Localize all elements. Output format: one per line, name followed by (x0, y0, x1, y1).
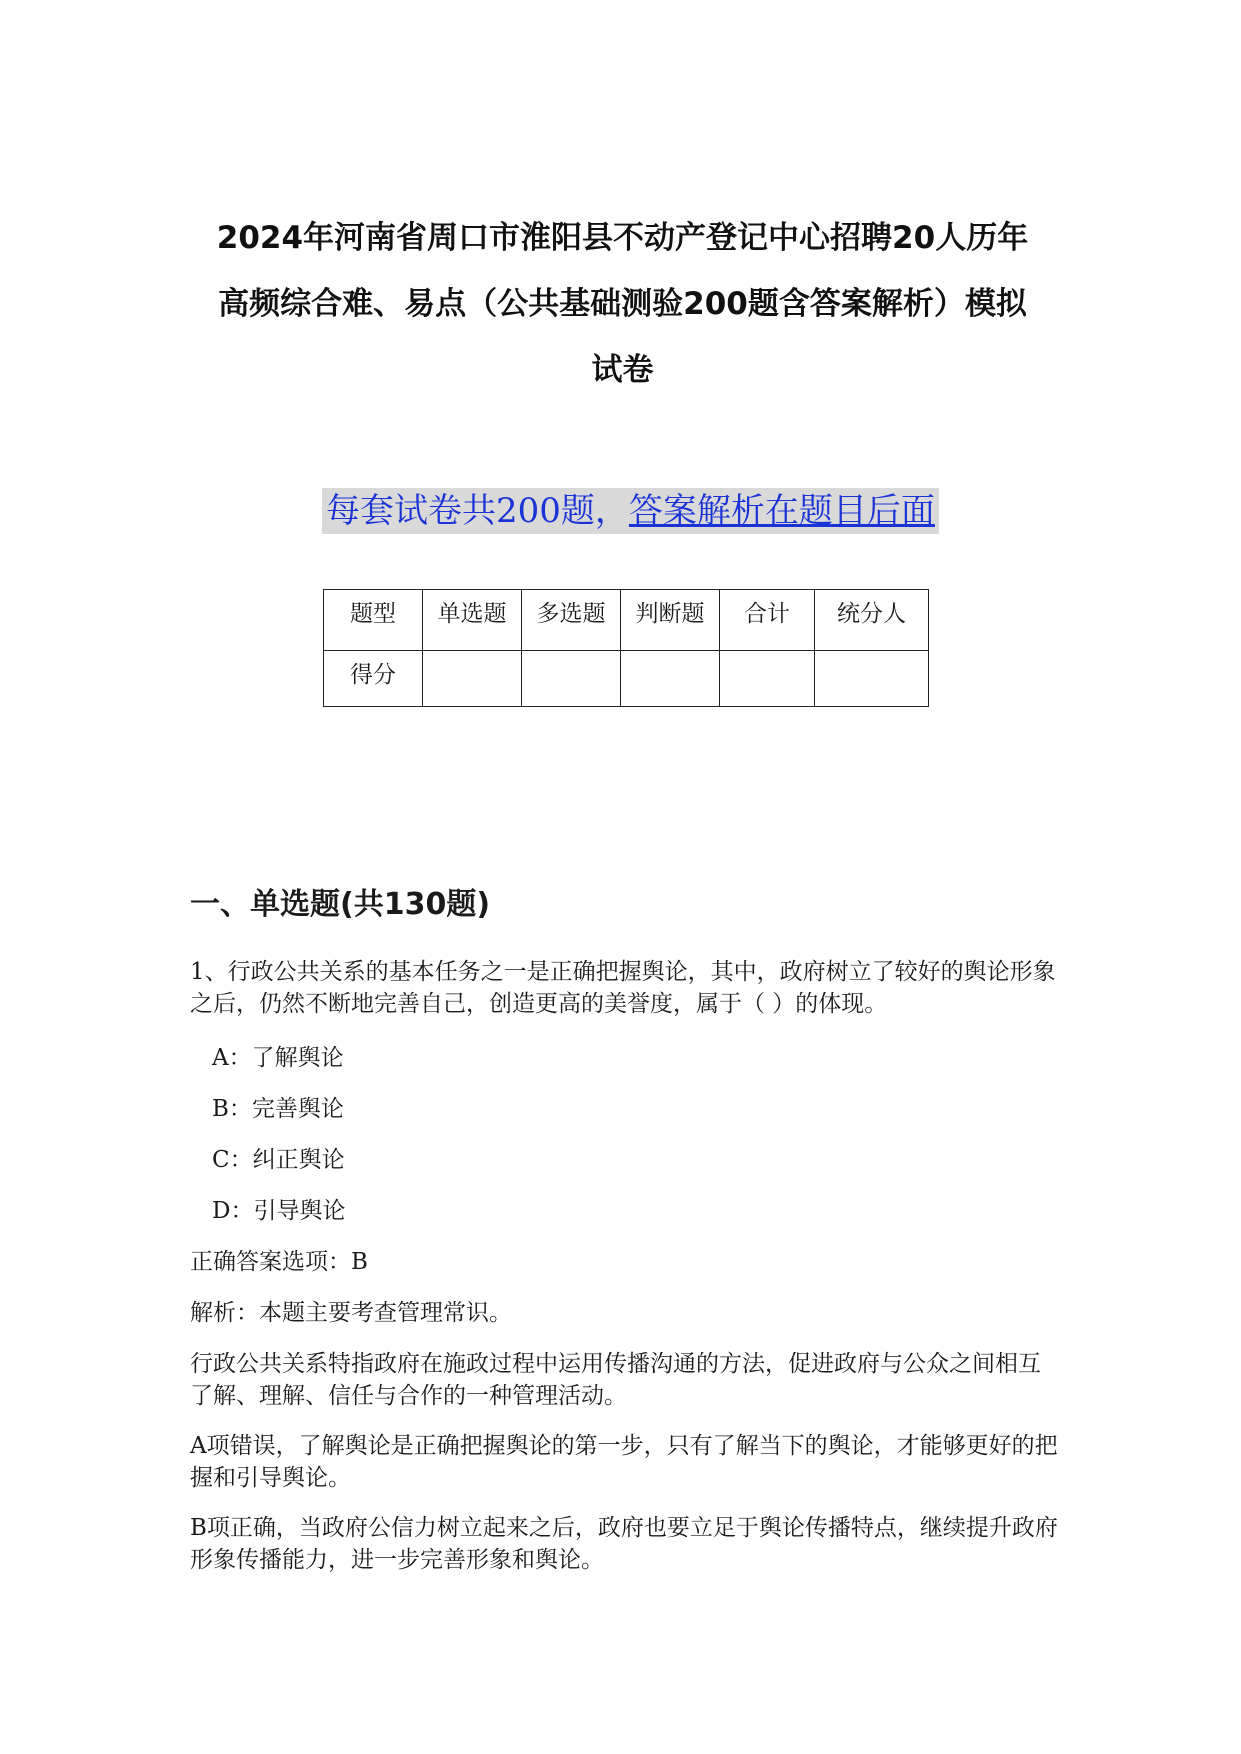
option-b: B：完善舆论 (212, 1096, 344, 1122)
score-cell-multi (522, 651, 621, 707)
header-cell-scorer: 统分人 (815, 590, 929, 651)
section-heading: 一、单选题(共130题) (190, 887, 491, 922)
score-row-label: 得分 (324, 651, 423, 707)
score-table-header-row (324, 590, 929, 651)
correct-answer: 正确答案选项：B (190, 1249, 368, 1275)
score-cell-judge (621, 651, 720, 707)
document-title (180, 205, 1065, 403)
header-cell-judge: 判断题 (621, 590, 720, 651)
score-cell-scorer (815, 651, 929, 707)
header-cell-total: 合计 (720, 590, 815, 651)
banner-link-text[interactable]: 答案解析在题目后面 (628, 491, 935, 531)
option-c: C：纠正舆论 (212, 1147, 345, 1173)
score-table-score-row (324, 651, 929, 707)
title-line-1: 2024年河南省周口市淮阳县不动产登记中心招聘20人历年 (216, 220, 1029, 256)
score-cell-total (720, 651, 815, 707)
analysis-option-a: A项错误，了解舆论是正确把握舆论的第一步，只有了解当下的舆论，才能够更好的把握和引导舆论。 (190, 1433, 1058, 1491)
title-line-2: 高频综合难、易点（公共基础测验200题含答案解析）模拟 (218, 286, 1027, 322)
banner-text: 每套试卷共200题， (326, 491, 629, 531)
option-d: D：引导舆论 (212, 1198, 346, 1224)
analysis-option-b: B项正确，当政府公信力树立起来之后，政府也要立足于舆论传播特点，继续提升政府形象传播能力，进一步完善形象和舆论。 (190, 1515, 1058, 1573)
header-cell-type: 题型 (324, 590, 423, 651)
option-a: A：了解舆论 (212, 1045, 344, 1071)
score-cell-single (423, 651, 522, 707)
header-cell-multi: 多选题 (522, 590, 621, 651)
analysis-intro: 解析：本题主要考查管理常识。 (190, 1300, 512, 1326)
analysis-definition: 行政公共关系特指政府在施政过程中运用传播沟通的方法，促进政府与公众之间相互了解、理解、信任与合作的一种管理活动。 (190, 1351, 1041, 1409)
exam-info-banner (322, 488, 939, 534)
question-stem: 1、行政公共关系的基本任务之一是正确把握舆论，其中，政府树立了较好的舆论形象之后，仍然不断地完善自己，创造更高的美誉度，属于（ ）的体现。 (190, 959, 1056, 1017)
title-line-3: 试卷 (591, 352, 654, 388)
score-table (323, 589, 929, 707)
header-cell-single: 单选题 (423, 590, 522, 651)
